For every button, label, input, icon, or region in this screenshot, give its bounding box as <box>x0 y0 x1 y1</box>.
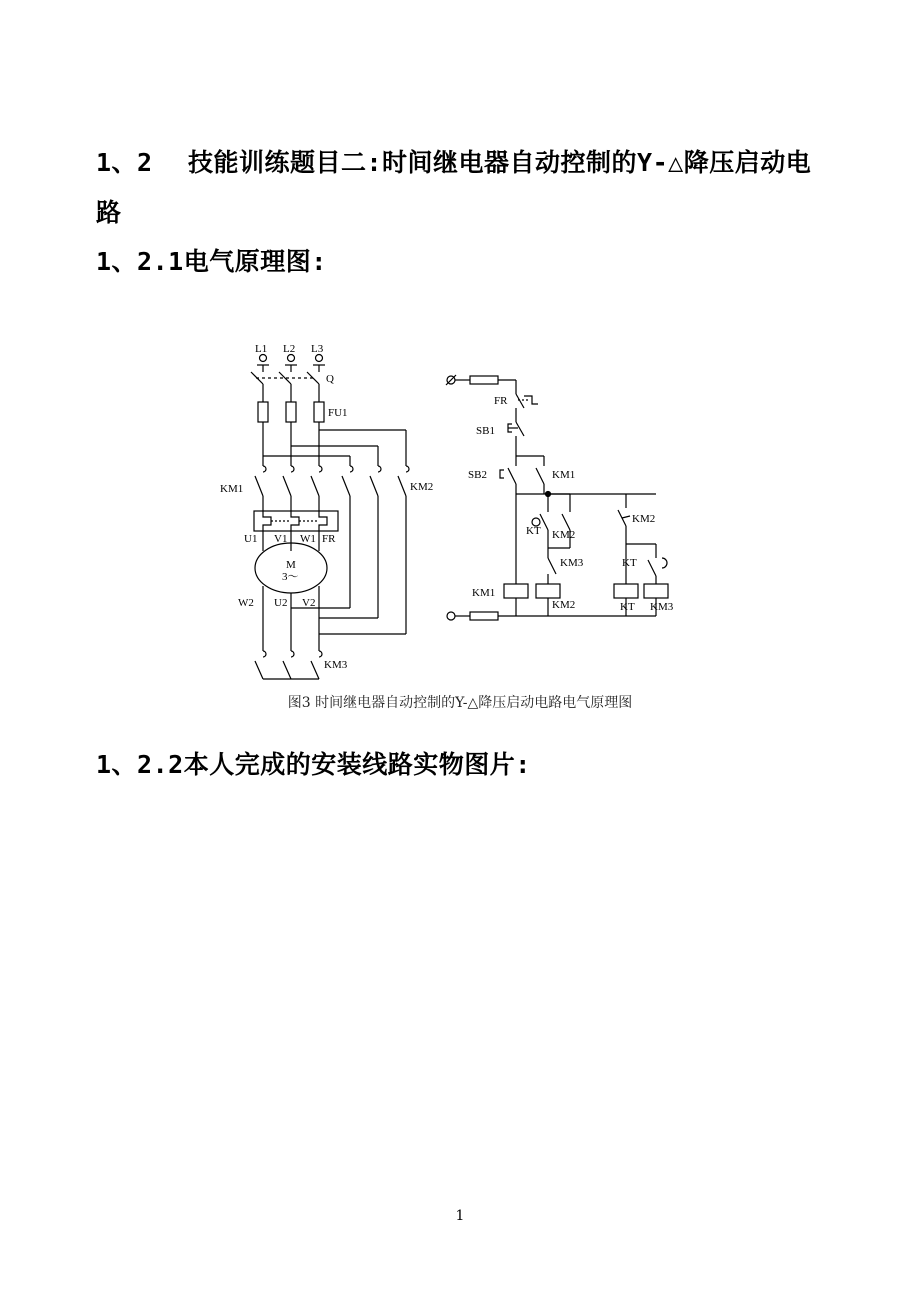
circuit-diagram <box>218 336 698 686</box>
label-kt-ctrl: KT <box>526 525 541 537</box>
subsection-schematic-heading: 1、2.1电气原理图: <box>96 247 327 276</box>
label-km3-main: KM3 <box>324 659 348 671</box>
label-motor-sub: 3～ <box>282 571 299 583</box>
label-km1-ctrl: KM1 <box>552 469 576 481</box>
label-l2: L2 <box>283 343 296 355</box>
label-w2: W2 <box>238 597 254 609</box>
label-coil-km3: KM3 <box>650 601 674 613</box>
label-km2-ctrl2: KM2 <box>632 513 656 525</box>
label-fr-ctrl: FR <box>494 395 508 407</box>
label-km2-main: KM2 <box>410 481 434 493</box>
label-v2: V2 <box>302 597 316 609</box>
figure-caption: 图3 时间继电器自动控制的Y-△降压启动电路电气原理图 <box>287 695 633 711</box>
label-w1: W1 <box>300 533 316 545</box>
label-sb2: SB2 <box>468 469 487 481</box>
label-km2-ctrl: KM2 <box>552 529 576 541</box>
label-u2: U2 <box>274 597 288 609</box>
label-l3: L3 <box>311 343 324 355</box>
section-number: 1、2 <box>96 148 153 177</box>
label-u1: U1 <box>244 533 258 545</box>
label-q: Q <box>326 373 334 385</box>
section-title: 技能训练题目二:时间继电器自动控制的Y-△降压启动电路 <box>96 148 812 227</box>
section-heading <box>96 138 816 238</box>
label-v1: V1 <box>274 533 288 545</box>
label-km1-main: KM1 <box>220 483 244 495</box>
subsection-photo-heading: 1、2.2本人完成的安装线路实物图片: <box>96 750 531 779</box>
label-motor: M <box>286 559 296 571</box>
label-coil-km1: KM1 <box>472 587 496 599</box>
label-fu1: FU1 <box>328 407 348 419</box>
label-km3-ctrl: KM3 <box>560 557 584 569</box>
label-coil-km2: KM2 <box>552 599 576 611</box>
label-kt-ctrl2: KT <box>622 557 637 569</box>
label-l1: L1 <box>255 343 268 355</box>
page-number: 1 <box>455 1208 465 1224</box>
label-fr-main: FR <box>322 533 336 545</box>
label-sb1: SB1 <box>476 425 495 437</box>
label-coil-kt: KT <box>620 601 635 613</box>
